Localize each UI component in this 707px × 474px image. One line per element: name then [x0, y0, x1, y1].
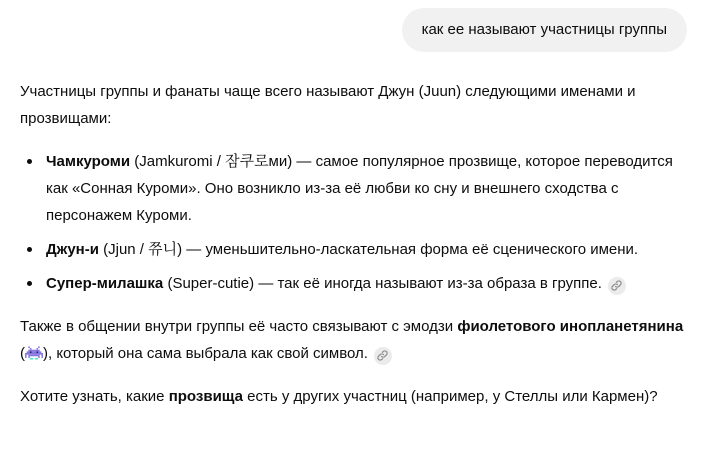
paragraph-text: (	[20, 345, 25, 362]
nickname-term: Супер-милашка	[46, 275, 164, 292]
nickname-description: (Jjun / 쮸니) — уменьшительно-ласкательная форма её сценического имени.	[98, 241, 639, 258]
paragraph-text: Хотите узнать, какие	[20, 388, 169, 405]
closing-question	[20, 383, 687, 410]
assistant-intro	[20, 78, 687, 132]
bold-phrase: прозвища	[168, 388, 243, 405]
paragraph-text: ), который она сама выбрала как свой символ.	[43, 345, 368, 362]
bold-phrase: фиолетового инопланетянина	[457, 318, 684, 335]
intro-text: Участницы группы и фанаты чаще всего называют Джун (Juun) следующими именами и прозвищами:	[20, 83, 636, 127]
nickname-description: (Jamkuromi / 잠쿠로ми) — самое популярное прозвище, которое переводится как «Сонная Куроми». Оно возникло из-за её любви ко сну и внешнего сходства с персонажем Куроми.	[46, 153, 673, 224]
alien-monster-emoji	[25, 346, 43, 360]
list-item	[20, 148, 687, 229]
paragraph-text: Также в общении внутри группы её часто связывают с эмодзи	[20, 318, 458, 335]
list-item	[20, 236, 687, 263]
citation-chip[interactable]	[608, 277, 626, 295]
list-item	[20, 270, 687, 297]
user-message-bubble	[402, 8, 687, 52]
link-icon	[377, 350, 388, 361]
nickname-description: (Super-cutie) — так её иногда называют из-за образа в группе.	[163, 275, 602, 292]
chat-thread	[0, 8, 707, 410]
nickname-term: Джун-и	[46, 241, 99, 258]
user-message-text: как ее называют участницы группы	[421, 21, 667, 38]
nickname-term: Чамкуроми	[46, 153, 131, 170]
paragraph-text: есть у других участниц (например, у Стеллы или Кармен)?	[242, 388, 658, 405]
citation-chip[interactable]	[374, 347, 392, 365]
assistant-message	[20, 78, 687, 410]
alien-emoji-paragraph	[20, 313, 687, 367]
user-message-row	[20, 8, 687, 52]
nickname-list	[20, 148, 687, 297]
link-icon	[611, 280, 622, 291]
